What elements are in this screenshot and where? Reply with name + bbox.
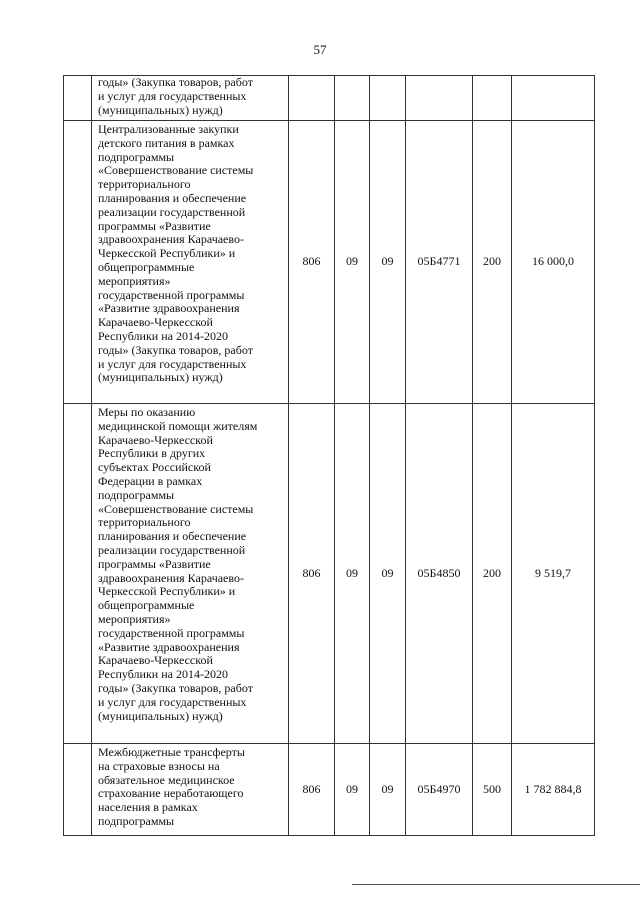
subsection-code-cell: 09 <box>370 404 406 744</box>
table-row <box>64 404 595 744</box>
table-row <box>64 744 595 836</box>
target-article-cell <box>406 76 473 121</box>
table-row <box>64 121 595 404</box>
section-code-cell: 09 <box>335 404 370 744</box>
section-code-cell: 09 <box>335 121 370 404</box>
expense-type-cell: 500 <box>473 744 512 836</box>
budget-table <box>63 75 595 836</box>
expense-name-cell: Меры по оказанию медицинской помощи жителям Карачаево-Черкесской Республики в других субъектах Российской Федерации в рамках подпрограммы «Совершенствование системы территориального планирования и обеспечение реализации государственной программы «Развитие здравоохранения Карачаево- Черкесской Республики» и общепрограммные мероприятия» государственной программы «Развитие здравоохранения Карачаево-Черкесской Республики на 2014-2020 годы» (Закупка товаров, работ и услуг для государственных (муниципальных) нужд) <box>92 404 289 744</box>
row-number-cell <box>64 76 92 121</box>
target-article-cell: 05Б4771 <box>406 121 473 404</box>
footer-divider <box>352 884 640 885</box>
subsection-code-cell: 09 <box>370 744 406 836</box>
expense-name-cell: Централизованные закупки детского питания в рамках подпрограммы «Совершенствование системы территориального планирования и обеспечение реализации государственной программы «Развитие здравоохранения Карачаево- Черкесской Республики» и общепрограммные мероприятия» государственной программы «Развитие здравоохранения Карачаево-Черкесской Республики на 2014-2020 годы» (Закупка товаров, работ и услуг для государственных (муниципальных) нужд) <box>92 121 289 404</box>
subsection-code-cell <box>370 76 406 121</box>
ministry-code-cell: 806 <box>289 121 335 404</box>
amount-cell <box>512 76 595 121</box>
ministry-code-cell: 806 <box>289 744 335 836</box>
expense-type-cell: 200 <box>473 404 512 744</box>
section-code-cell <box>335 76 370 121</box>
row-number-cell <box>64 404 92 744</box>
expense-name-cell: Межбюджетные трансферты на страховые взносы на обязательное медицинское страхование неработающего населения в рамках подпрограммы <box>92 744 289 836</box>
subsection-code-cell: 09 <box>370 121 406 404</box>
section-code-cell: 09 <box>335 744 370 836</box>
amount-cell: 1 782 884,8 <box>512 744 595 836</box>
ministry-code-cell <box>289 76 335 121</box>
page-number: 57 <box>313 42 327 57</box>
expense-type-cell <box>473 76 512 121</box>
amount-cell: 9 519,7 <box>512 404 595 744</box>
expense-type-cell: 200 <box>473 121 512 404</box>
table-row <box>64 76 595 121</box>
row-number-cell <box>64 121 92 404</box>
amount-cell: 16 000,0 <box>512 121 595 404</box>
target-article-cell: 05Б4850 <box>406 404 473 744</box>
target-article-cell: 05Б4970 <box>406 744 473 836</box>
ministry-code-cell: 806 <box>289 404 335 744</box>
expense-name-cell: годы» (Закупка товаров, работ и услуг для государственных (муниципальных) нужд) <box>92 76 289 121</box>
row-number-cell <box>64 744 92 836</box>
